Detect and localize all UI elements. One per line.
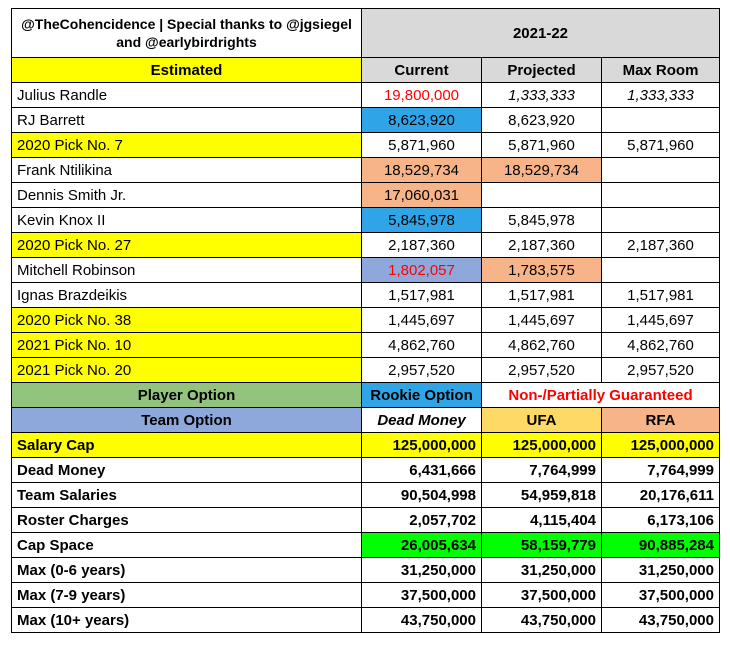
summary-current-cell[interactable]: 43,750,000 xyxy=(362,608,482,633)
table-row xyxy=(12,233,720,258)
projected-cell[interactable]: 4,862,760 xyxy=(482,333,602,358)
summary-projected-cell[interactable]: 125,000,000 xyxy=(482,433,602,458)
player-name-cell[interactable]: Kevin Knox II xyxy=(12,208,362,233)
legend-rookie-option[interactable]: Rookie Option xyxy=(362,383,482,408)
max-room-cell[interactable]: 1,517,981 xyxy=(602,283,720,308)
table-row xyxy=(12,283,720,308)
legend-player-option[interactable]: Player Option xyxy=(12,383,362,408)
max-room-cell[interactable]: 1,445,697 xyxy=(602,308,720,333)
summary-max-room-cell[interactable]: 90,885,284 xyxy=(602,533,720,558)
max-room-cell[interactable] xyxy=(602,183,720,208)
table-row xyxy=(12,208,720,233)
projected-cell[interactable]: 8,623,920 xyxy=(482,108,602,133)
projected-cell[interactable]: 1,333,333 xyxy=(482,83,602,108)
legend-row xyxy=(12,408,720,433)
summary-label-cell[interactable]: Dead Money xyxy=(12,458,362,483)
projected-header[interactable]: Projected xyxy=(482,58,602,83)
current-cell[interactable]: 2,187,360 xyxy=(362,233,482,258)
max-room-cell[interactable] xyxy=(602,258,720,283)
summary-row xyxy=(12,433,720,458)
legend-dead-money[interactable]: Dead Money xyxy=(362,408,482,433)
projected-cell[interactable]: 1,445,697 xyxy=(482,308,602,333)
summary-max-room-cell[interactable]: 125,000,000 xyxy=(602,433,720,458)
projected-cell[interactable]: 1,783,575 xyxy=(482,258,602,283)
summary-label-cell[interactable]: Roster Charges xyxy=(12,508,362,533)
summary-max-room-cell[interactable]: 20,176,611 xyxy=(602,483,720,508)
legend-rfa[interactable]: RFA xyxy=(602,408,720,433)
summary-current-cell[interactable]: 31,250,000 xyxy=(362,558,482,583)
player-name-cell[interactable]: Dennis Smith Jr. xyxy=(12,183,362,208)
summary-max-room-cell[interactable]: 37,500,000 xyxy=(602,583,720,608)
player-name-cell[interactable]: Mitchell Robinson xyxy=(12,258,362,283)
max-room-cell[interactable]: 4,862,760 xyxy=(602,333,720,358)
summary-current-cell[interactable]: 2,057,702 xyxy=(362,508,482,533)
player-name-cell[interactable]: 2021 Pick No. 20 xyxy=(12,358,362,383)
player-name-cell[interactable]: Ignas Brazdeikis xyxy=(12,283,362,308)
legend-row xyxy=(12,383,720,408)
current-cell[interactable]: 18,529,734 xyxy=(362,158,482,183)
summary-row xyxy=(12,458,720,483)
table-row xyxy=(12,308,720,333)
legend-team-option[interactable]: Team Option xyxy=(12,408,362,433)
summary-max-room-cell[interactable]: 7,764,999 xyxy=(602,458,720,483)
summary-projected-cell[interactable]: 37,500,000 xyxy=(482,583,602,608)
table-row xyxy=(12,83,720,108)
current-cell[interactable]: 1,802,057 xyxy=(362,258,482,283)
table-row xyxy=(12,108,720,133)
summary-projected-cell[interactable]: 58,159,779 xyxy=(482,533,602,558)
summary-label-cell[interactable]: Max (10+ years) xyxy=(12,608,362,633)
summary-projected-cell[interactable]: 4,115,404 xyxy=(482,508,602,533)
projected-cell[interactable] xyxy=(482,183,602,208)
max-room-cell[interactable] xyxy=(602,108,720,133)
summary-row xyxy=(12,533,720,558)
summary-row xyxy=(12,558,720,583)
current-header[interactable]: Current xyxy=(362,58,482,83)
table-row xyxy=(12,133,720,158)
current-cell[interactable]: 17,060,031 xyxy=(362,183,482,208)
summary-label-cell[interactable]: Salary Cap xyxy=(12,433,362,458)
summary-row xyxy=(12,583,720,608)
summary-row xyxy=(12,508,720,533)
summary-row xyxy=(12,608,720,633)
current-cell[interactable]: 4,862,760 xyxy=(362,333,482,358)
summary-projected-cell[interactable]: 7,764,999 xyxy=(482,458,602,483)
projected-cell[interactable]: 1,517,981 xyxy=(482,283,602,308)
credit-cell[interactable]: @TheCohencidence | Special thanks to @jgsiegel and @earlybirdrights xyxy=(12,9,362,58)
summary-current-cell[interactable]: 90,504,998 xyxy=(362,483,482,508)
projected-cell[interactable]: 2,187,360 xyxy=(482,233,602,258)
legend-ufa[interactable]: UFA xyxy=(482,408,602,433)
table-row xyxy=(12,333,720,358)
player-name-cell[interactable]: 2021 Pick No. 10 xyxy=(12,333,362,358)
current-cell[interactable]: 19,800,000 xyxy=(362,83,482,108)
current-cell[interactable]: 5,845,978 xyxy=(362,208,482,233)
table-row xyxy=(12,258,720,283)
summary-projected-cell[interactable]: 54,959,818 xyxy=(482,483,602,508)
current-cell[interactable]: 8,623,920 xyxy=(362,108,482,133)
current-cell[interactable]: 1,517,981 xyxy=(362,283,482,308)
summary-label-cell[interactable]: Max (7-9 years) xyxy=(12,583,362,608)
max-room-cell[interactable]: 5,871,960 xyxy=(602,133,720,158)
current-cell[interactable]: 2,957,520 xyxy=(362,358,482,383)
max-room-header[interactable]: Max Room xyxy=(602,58,720,83)
summary-current-cell[interactable]: 6,431,666 xyxy=(362,458,482,483)
player-name-cell[interactable]: 2020 Pick No. 27 xyxy=(12,233,362,258)
column-header-row xyxy=(12,58,720,83)
projected-cell[interactable]: 5,871,960 xyxy=(482,133,602,158)
max-room-cell[interactable]: 1,333,333 xyxy=(602,83,720,108)
summary-projected-cell[interactable]: 31,250,000 xyxy=(482,558,602,583)
summary-max-room-cell[interactable]: 6,173,106 xyxy=(602,508,720,533)
table-row xyxy=(12,358,720,383)
summary-label-cell[interactable]: Max (0-6 years) xyxy=(12,558,362,583)
legend-non-guaranteed[interactable]: Non-/Partially Guaranteed xyxy=(482,383,720,408)
summary-current-cell[interactable]: 26,005,634 xyxy=(362,533,482,558)
current-cell[interactable]: 1,445,697 xyxy=(362,308,482,333)
summary-max-room-cell[interactable]: 43,750,000 xyxy=(602,608,720,633)
current-cell[interactable]: 5,871,960 xyxy=(362,133,482,158)
summary-row xyxy=(12,483,720,508)
player-name-cell[interactable]: RJ Barrett xyxy=(12,108,362,133)
projected-cell[interactable]: 18,529,734 xyxy=(482,158,602,183)
cap-sheet-table xyxy=(11,8,720,633)
summary-current-cell[interactable]: 37,500,000 xyxy=(362,583,482,608)
estimated-header[interactable]: Estimated xyxy=(12,58,362,83)
summary-label-cell[interactable]: Team Salaries xyxy=(12,483,362,508)
max-room-cell[interactable]: 2,957,520 xyxy=(602,358,720,383)
player-name-cell[interactable]: 2020 Pick No. 7 xyxy=(12,133,362,158)
projected-cell[interactable]: 2,957,520 xyxy=(482,358,602,383)
summary-projected-cell[interactable]: 43,750,000 xyxy=(482,608,602,633)
summary-max-room-cell[interactable]: 31,250,000 xyxy=(602,558,720,583)
player-name-cell[interactable]: 2020 Pick No. 38 xyxy=(12,308,362,333)
summary-current-cell[interactable]: 125,000,000 xyxy=(362,433,482,458)
season-cell[interactable]: 2021-22 xyxy=(362,9,720,58)
max-room-cell[interactable] xyxy=(602,158,720,183)
table-row xyxy=(12,183,720,208)
table-row xyxy=(12,158,720,183)
summary-label-cell[interactable]: Cap Space xyxy=(12,533,362,558)
projected-cell[interactable]: 5,845,978 xyxy=(482,208,602,233)
max-room-cell[interactable]: 2,187,360 xyxy=(602,233,720,258)
player-name-cell[interactable]: Frank Ntilikina xyxy=(12,158,362,183)
player-name-cell[interactable]: Julius Randle xyxy=(12,83,362,108)
max-room-cell[interactable] xyxy=(602,208,720,233)
header-row xyxy=(12,9,720,58)
